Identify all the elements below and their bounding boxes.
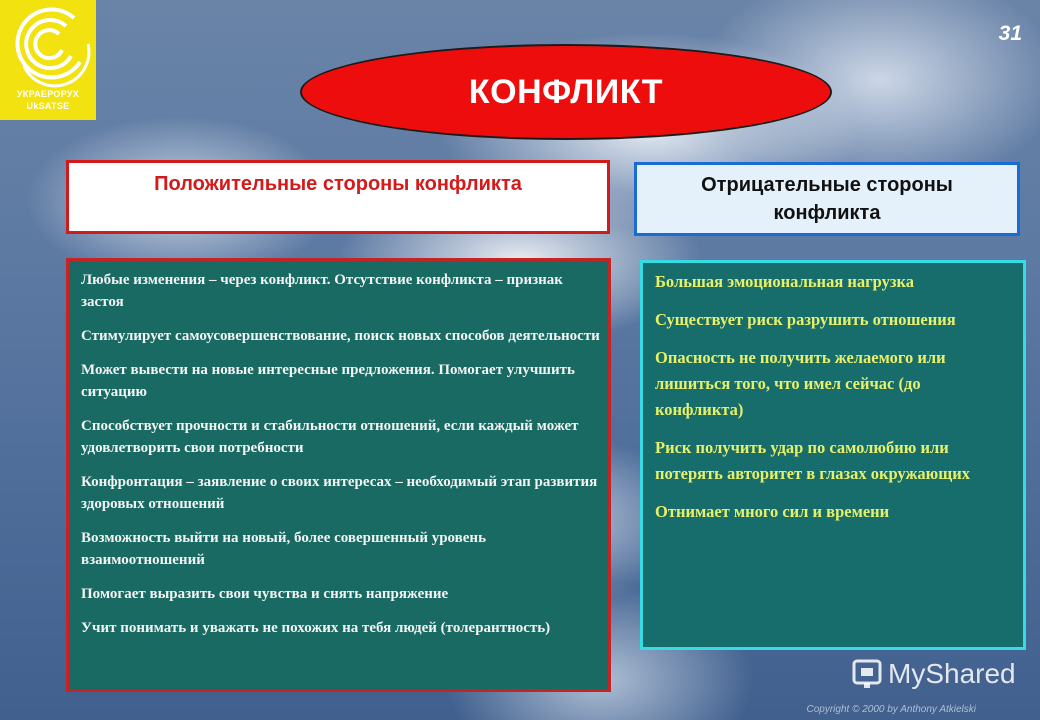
list-item: Может вывести на новые интересные предложения. Помогает улучшить ситуацию — [81, 362, 575, 400]
negative-list — [640, 260, 1026, 650]
list-item: Учит понимать и уважать не похожих на тебя людей (толерантность) — [81, 620, 551, 636]
slide-title: КОНФЛИКТ — [468, 72, 664, 111]
list-item: Риск получить удар по самолюбию или потерять авторитет в глазах окружающих — [655, 438, 970, 483]
list-item: Возможность выйти на новый, более совершенный уровень взаимоотношений — [81, 530, 487, 568]
positive-header-box — [66, 160, 610, 234]
company-logo — [0, 0, 96, 120]
list-item: Помогает выразить свои чувства и снять напряжение — [81, 586, 449, 602]
list-item: Способствует прочности и стабильности отношений, если каждый может удовлетворить свои потребности — [81, 418, 579, 456]
watermark-text: MyShared — [888, 658, 1016, 689]
slide-number: 31 — [998, 22, 1022, 45]
logo-text-line2: UkSATSE — [26, 101, 70, 111]
negative-header-box — [634, 162, 1020, 236]
ukrsatse-logo-icon — [4, 4, 92, 88]
list-item: Большая эмоциональная нагрузка — [655, 272, 914, 291]
list-item: Любые изменения – через конфликт. Отсутствие конфликта – признак застоя — [81, 272, 563, 310]
positive-list — [66, 258, 611, 692]
list-item: Отнимает много сил и времени — [655, 502, 890, 521]
list-item: Стимулирует самоусовершенствование, поиск новых способов деятельности — [81, 328, 600, 344]
title-ellipse — [300, 44, 832, 140]
list-item: Опасность не получить желаемого или лишиться того, что имел сейчас (до конфликта) — [655, 348, 946, 419]
negative-header: Отрицательные стороны конфликта — [701, 174, 953, 224]
list-item: Конфронтация – заявление о своих интересах – необходимый этап развития здоровых отношений — [81, 474, 598, 512]
positive-header: Положительные стороны конфликта — [154, 173, 522, 195]
logo-text-line1: УКРАЕРОРУХ — [16, 89, 80, 99]
myshared-watermark — [850, 654, 1016, 694]
copyright-text: Copyright © 2000 by Anthony Atkielski — [806, 704, 976, 715]
list-item: Существует риск разрушить отношения — [655, 310, 956, 329]
myshared-icon — [850, 657, 884, 691]
